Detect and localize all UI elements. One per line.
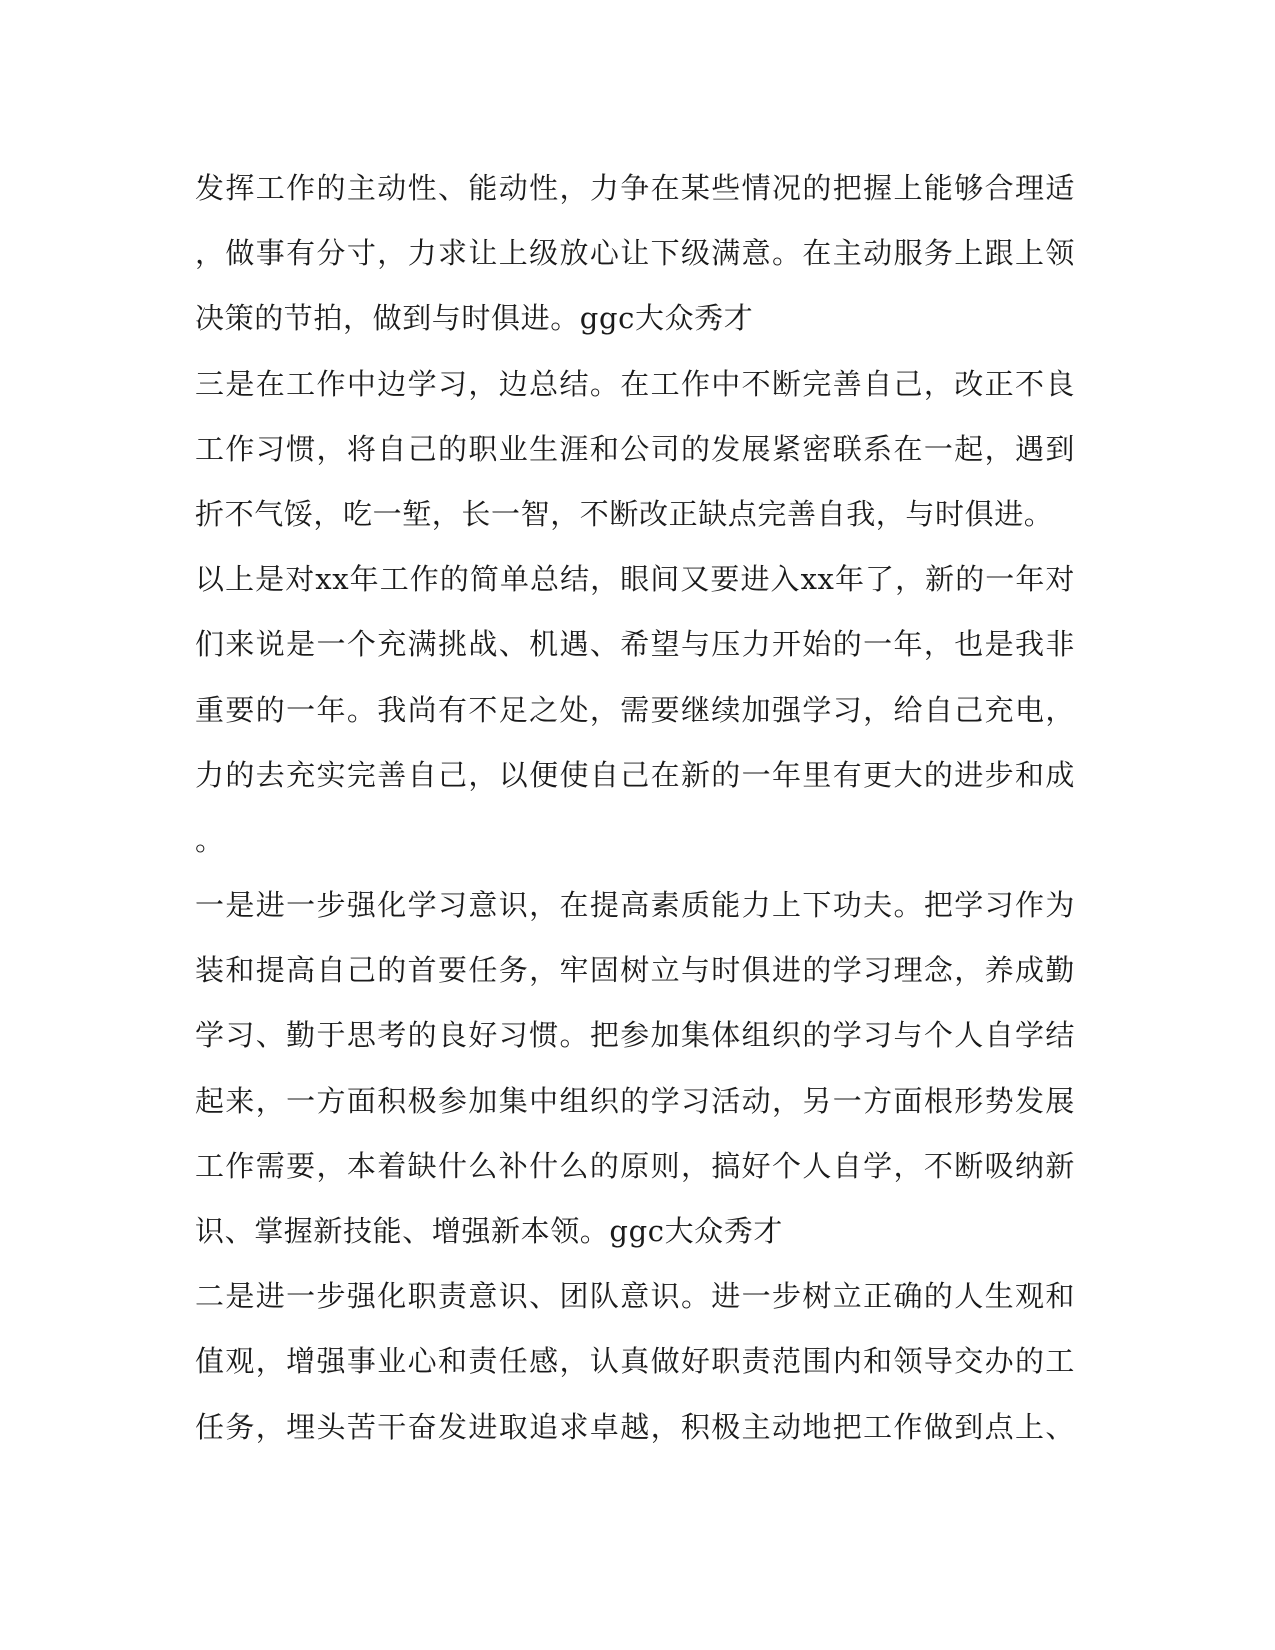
text-line: 三是在工作中边学习，边总结。在工作中不断完善自己，改正不良 — [195, 366, 1075, 401]
text-line: 发挥工作的主动性、能动性，力争在某些情况的把握上能够合理适 — [195, 171, 1075, 205]
text-line: 装和提高自己的首要任务，牢固树立与时俱进的学习理念，养成勤 — [195, 953, 1075, 988]
text-line: 工作习惯，将自己的职业生涯和公司的发展紧密联系在一起，遇到 — [195, 431, 1075, 466]
text-line: 重要的一年。我尚有不足之处，需要继续加强学习，给自己充电， — [195, 692, 1075, 727]
text-line: 以上是对xx年工作的简单总结，眼间又要进入xx年了，新的一年对 — [195, 562, 1075, 597]
text-line: 折不气馁，吃一堑，长一智，不断改正缺点完善自我，与时俱进。 — [195, 496, 1054, 531]
text-line: 力的去充实完善自己，以便使自己在新的一年里有更大的进步和成 — [195, 757, 1075, 792]
text-line: 。 — [195, 822, 225, 857]
text-line: 起来，一方面积极参加集中组织的学习活动，另一方面根形势发展 — [195, 1083, 1075, 1118]
text-line: 识、掌握新技能、增强新本领。ggc大众秀才 — [195, 1214, 783, 1248]
text-line: 工作需要，本着缺什么补什么的原则，搞好个人自学，不断吸纳新 — [195, 1148, 1075, 1183]
text-line: 任务，埋头苦干奋发进取追求卓越，积极主动地把工作做到点上、 — [195, 1409, 1075, 1444]
text-line: 值观，增强事业心和责任感，认真做好职责范围内和领导交办的工 — [195, 1344, 1075, 1379]
text-line: 一是进一步强化学习意识，在提高素质能力上下功夫。把学习作为 — [195, 888, 1075, 923]
text-line: ，做事有分寸，力求让上级放心让下级满意。在主动服务上跟上领 — [195, 236, 1075, 271]
text-line: 们来说是一个充满挑战、机遇、希望与压力开始的一年，也是我非 — [195, 627, 1075, 662]
text-line: 决策的节拍，做到与时俱进。ggc大众秀才 — [195, 301, 754, 336]
text-line: 学习、勤于思考的良好习惯。把参加集体组织的学习与个人自学结 — [195, 1018, 1075, 1053]
document-body-text — [195, 156, 1075, 1460]
text-line: 二是进一步强化职责意识、团队意识。进一步树立正确的人生观和 — [195, 1279, 1075, 1314]
